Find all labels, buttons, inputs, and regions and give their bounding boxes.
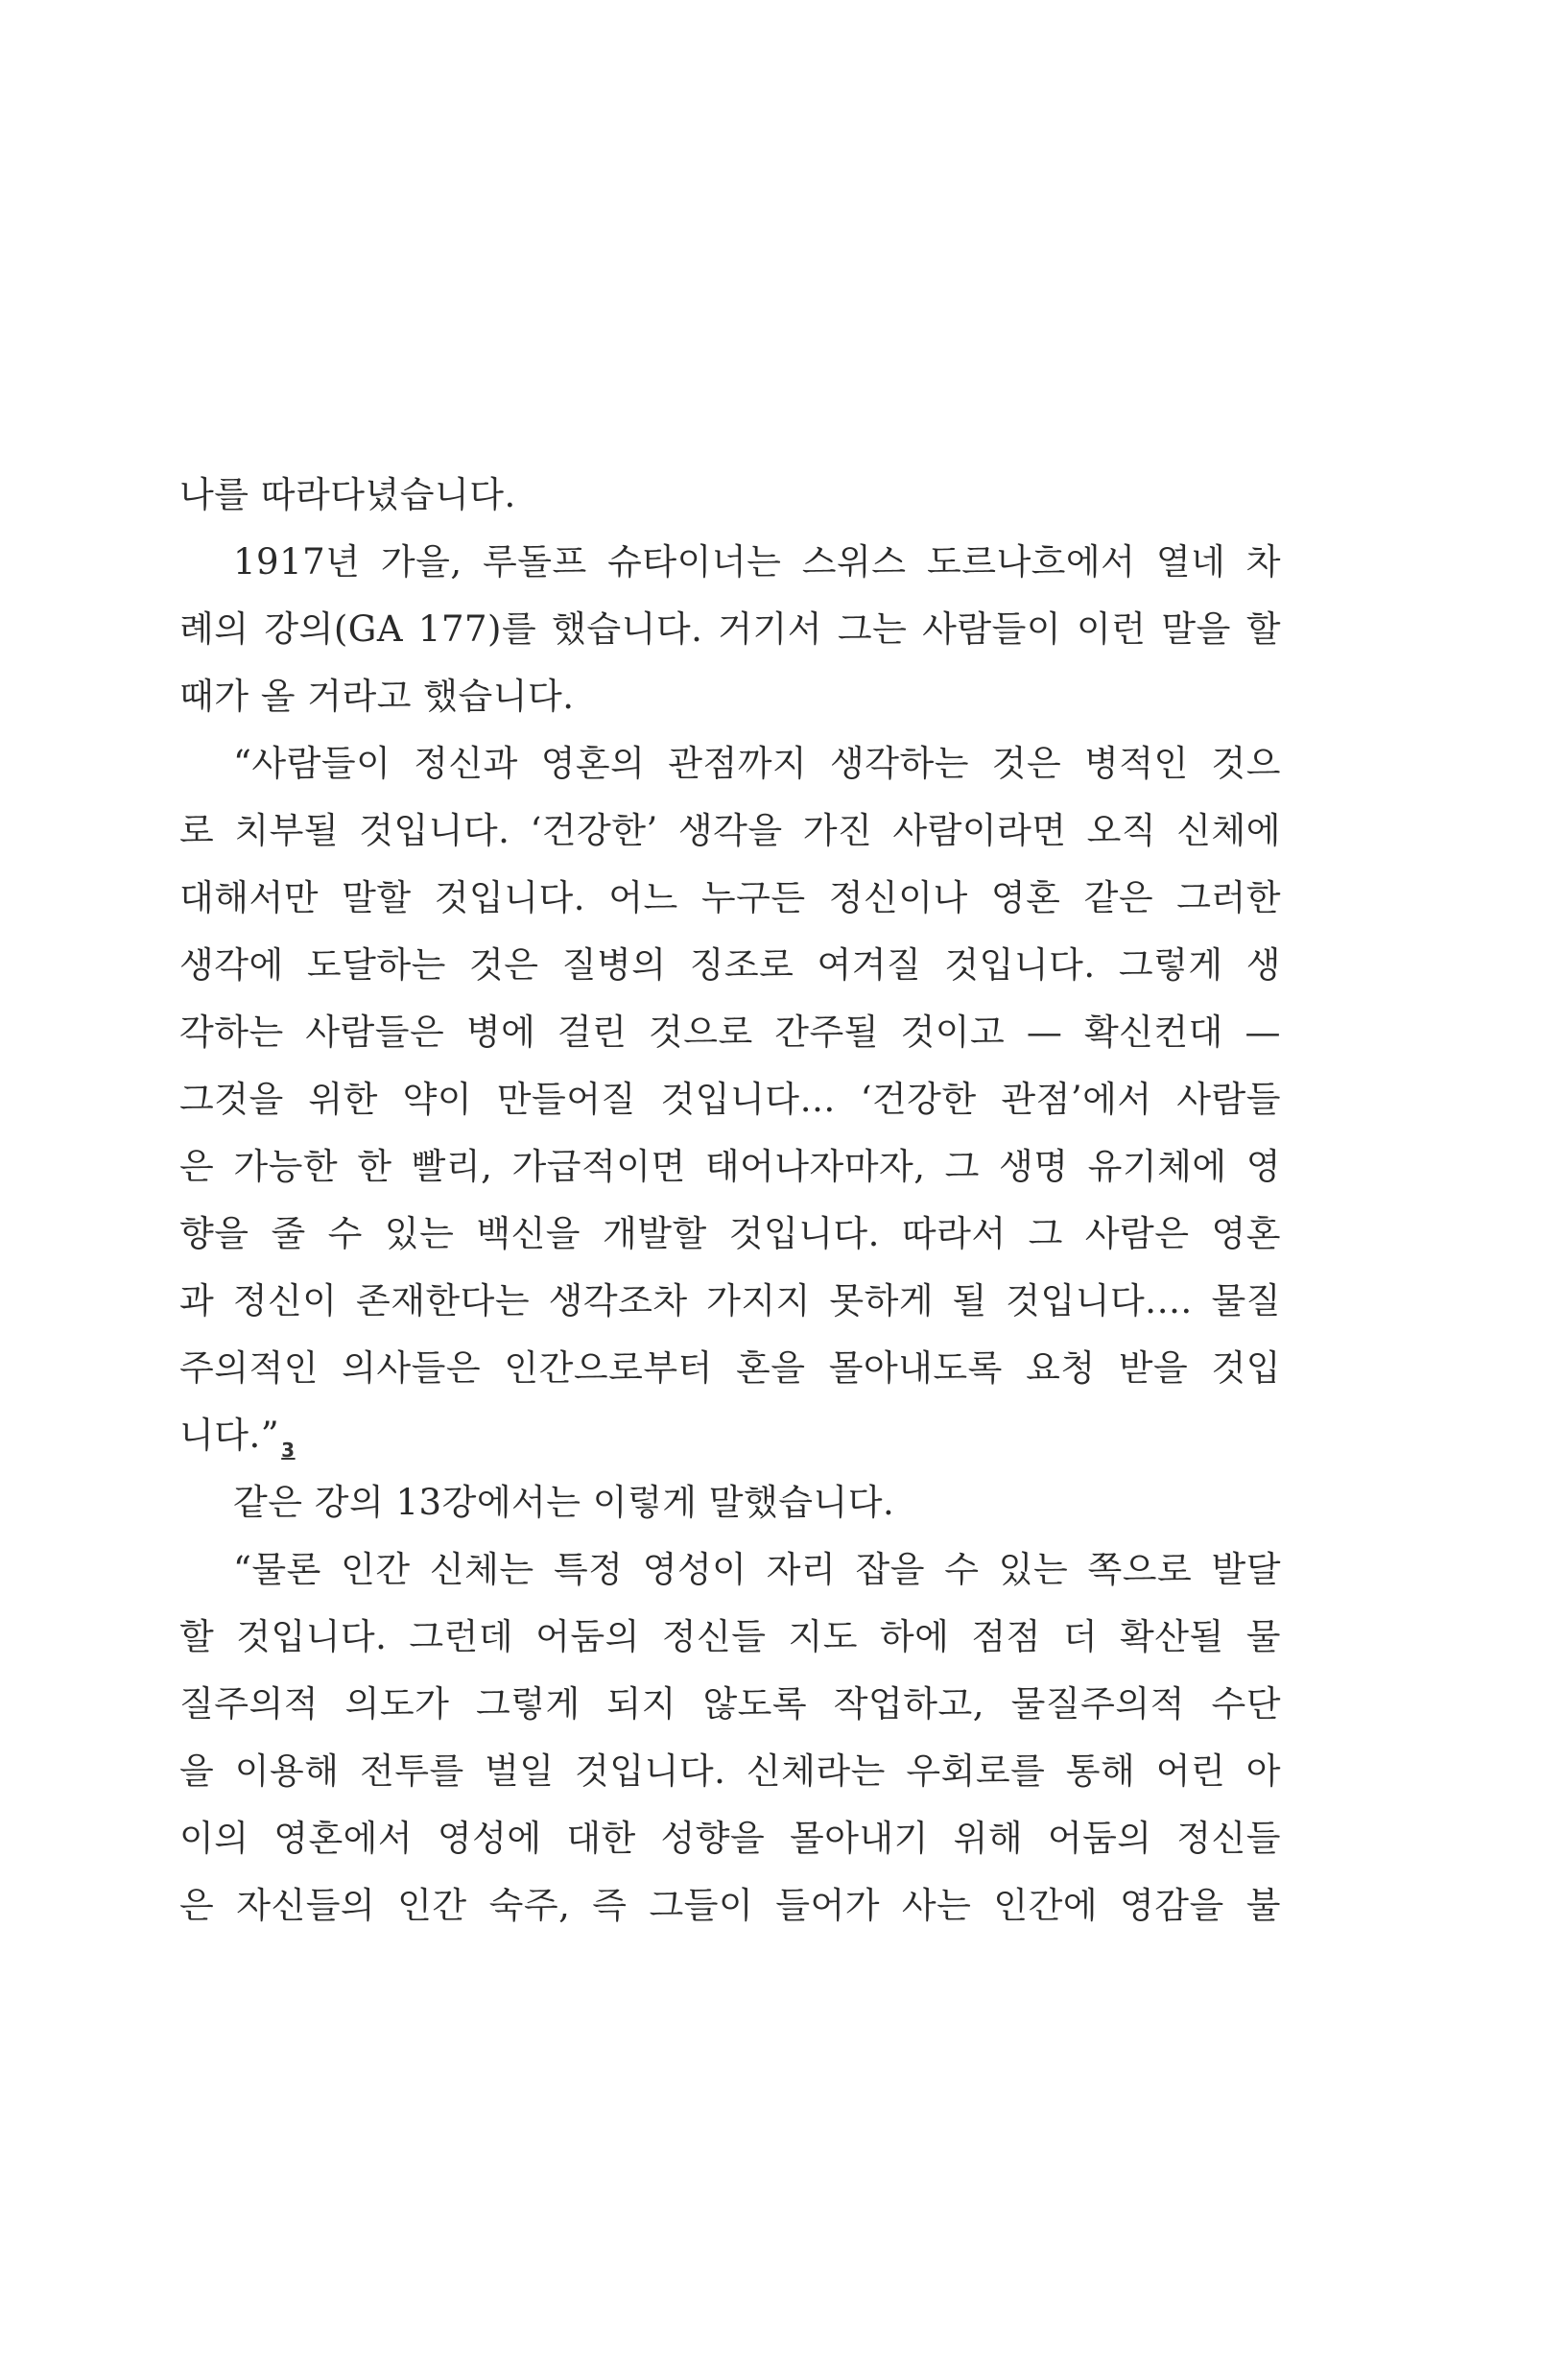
text-line: 로 치부될 것입니다. ‘건강한’ 생각을 가진 사람이라면 오직 신체에 (179, 810, 1281, 851)
text-line: 할 것입니다. 그런데 어둠의 정신들 지도 하에 점점 더 확산될 물 (179, 1616, 1281, 1657)
text-line: 때가 올 거라고 했습니다. (179, 676, 575, 717)
text-line: 나를 따라다녔습니다. (179, 474, 516, 515)
text-line: 향을 줄 수 있는 백신을 개발할 것입니다. 따라서 그 사람은 영혼 (179, 1213, 1281, 1254)
text-line: 례의 강의(GA 177)를 했습니다. 거기서 그는 사람들이 이런 말을 할 (179, 608, 1281, 650)
text-line: 과 정신이 존재한다는 생각조차 가지지 못하게 될 것입니다.… 물질 (179, 1280, 1281, 1321)
text-line-with-footnote (179, 1409, 1281, 1476)
text-line: 은 자신들의 인간 숙주, 즉 그들이 들어가 사는 인간에 영감을 불 (179, 1885, 1281, 1926)
text-line: 을 이용해 전투를 벌일 것입니다. 신체라는 우회로를 통해 어린 아 (179, 1750, 1281, 1792)
body-text (179, 468, 1281, 1946)
text-line: “사람들이 정신과 영혼의 관점까지 생각하는 것은 병적인 것으 (233, 743, 1281, 784)
text-line-content: 니다.” (179, 1415, 280, 1456)
text-line: 질주의적 의도가 그렇게 되지 않도록 작업하고, 물질주의적 수단 (179, 1683, 1281, 1725)
text-line: 그것을 위한 약이 만들어질 것입니다… ‘건강한 관점’에서 사람들 (179, 1079, 1281, 1120)
text-line: 대해서만 말할 것입니다. 어느 누구든 정신이나 영혼 같은 그러한 (179, 877, 1281, 918)
text-line: 같은 강의 13강에서는 이렇게 말했습니다. (233, 1482, 895, 1523)
text-line: 생각에 도달하는 것은 질병의 징조로 여겨질 것입니다. 그렇게 생 (179, 944, 1281, 986)
text-line: 주의적인 의사들은 인간으로부터 혼을 몰아내도록 요청 받을 것입 (179, 1347, 1281, 1389)
text-line: 1917년 가을, 루돌프 슈타이너는 스위스 도르나흐에서 열네 차 (233, 541, 1281, 583)
footnote-link[interactable]: 3 (281, 1439, 296, 1462)
text-line: “물론 인간 신체는 특정 영성이 자리 잡을 수 있는 쪽으로 발달 (233, 1549, 1281, 1590)
text-line: 각하는 사람들은 병에 걸린 것으로 간주될 것이고 — 확신컨대 — (179, 1012, 1281, 1053)
text-line: 이의 영혼에서 영성에 대한 성향을 몰아내기 위해 어둠의 정신들 (179, 1818, 1281, 1859)
text-line: 은 가능한 한 빨리, 가급적이면 태어나자마자, 그 생명 유기체에 영 (179, 1146, 1281, 1187)
